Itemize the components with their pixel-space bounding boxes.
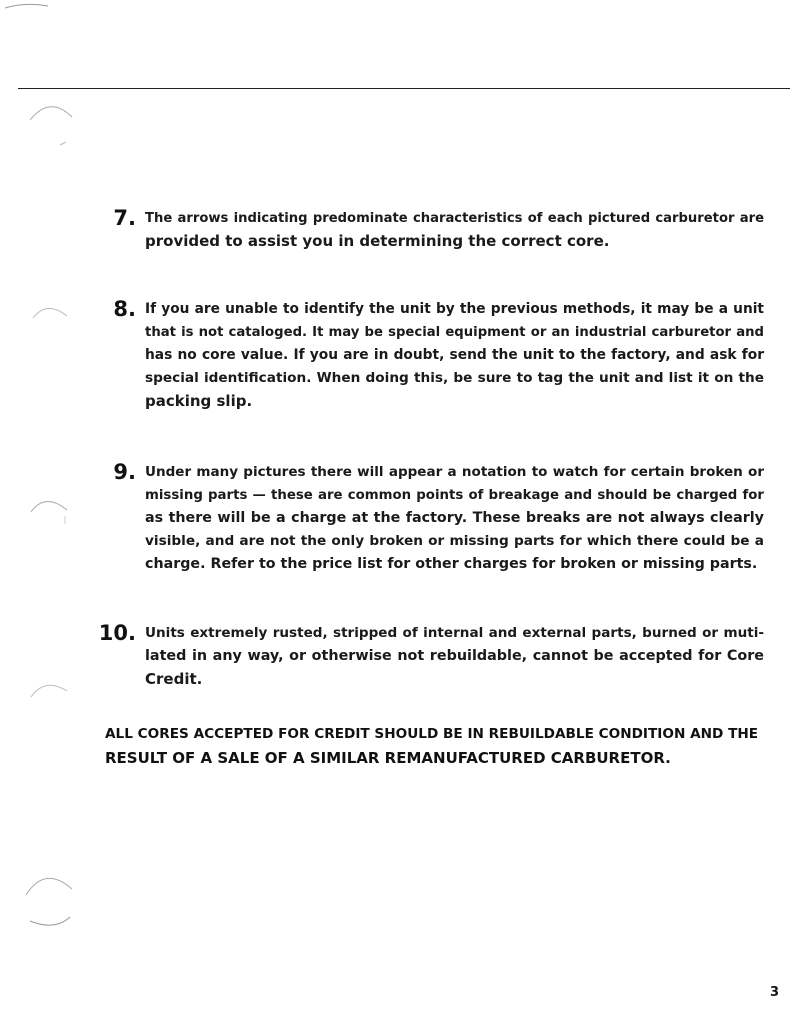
text-line: provided to assist you in determining the correct core. (145, 232, 610, 250)
text-line: packing slip. (145, 392, 253, 410)
scan-mark-top (0, 0, 60, 20)
text-line: as there will be a charge at the factory. These breaks are not always clearly (145, 510, 764, 526)
item-number: 10. (98, 621, 136, 645)
text-line: that is not cataloged. It may be special equipment or an industrial carburetor and (145, 325, 764, 340)
item-number: 7. (113, 206, 136, 230)
punch-hole-5 (20, 865, 80, 935)
punch-hole-3 (25, 490, 75, 530)
text-line: special identification. When doing this, be sure to tag the unit and list it on the (145, 370, 764, 386)
text-line: If you are unable to identify the unit by the previous methods, it may be a unit (145, 301, 764, 317)
text-line: charge. Refer to the price list for other charges for broken or missing parts. (145, 556, 758, 572)
text-line: The arrows indicating predominate characteristics of each pictured carburetor are (145, 211, 764, 226)
closing-statement (105, 722, 765, 770)
text-line: has no core value. If you are in doubt, send the unit to the factory, and ask for (145, 347, 764, 363)
text-line: visible, and are not the only broken or missing parts for which there could be a (145, 533, 764, 549)
item-text (145, 207, 764, 253)
item-number: 8. (113, 297, 136, 321)
text-line: lated in any way, or otherwise not rebuildable, cannot be accepted for Core (145, 648, 764, 664)
text-line: missing parts — these are common points of breakage and should be charged for (145, 488, 764, 503)
punch-hole-1 (20, 95, 80, 155)
item-text (145, 298, 764, 413)
page-number: 3 (770, 985, 780, 1000)
closing-line-2: RESULT OF A SALE OF A SIMILAR REMANUFACTURED CARBURETOR. (105, 749, 671, 767)
text-line: Under many pictures there will appear a notation to watch for certain broken or (145, 464, 764, 480)
text-line: Credit. (145, 670, 203, 688)
closing-line-1: ALL CORES ACCEPTED FOR CREDIT SHOULD BE IN REBUILDABLE CONDITION AND THE (105, 726, 759, 742)
text-line: Units extremely rusted, stripped of internal and external parts, burned or muti- (145, 625, 764, 641)
item-number: 9. (113, 460, 136, 484)
header-rule (18, 88, 790, 89)
item-text (145, 461, 764, 576)
punch-hole-4 (25, 675, 75, 705)
item-text (145, 622, 764, 691)
